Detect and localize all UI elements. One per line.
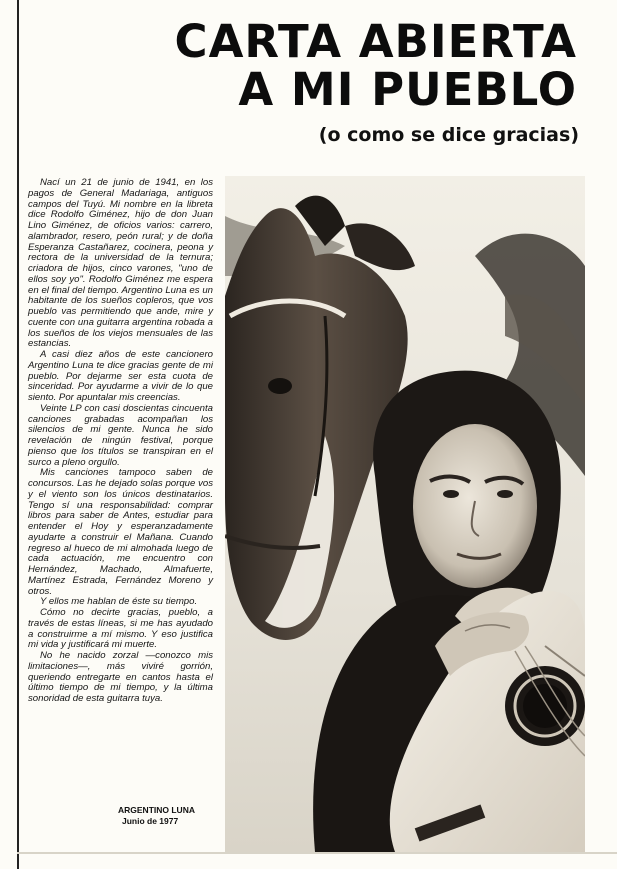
left-border-rule [17, 0, 19, 869]
paragraph-3: Veinte LP con casi doscientas cincuenta canciones grabadas acompañan los silencios de mi gente. Nunca he sido revelación de ningún festival, porque pienso que los títulos se transpiran en el surco a pleno orgullo. [28, 402, 213, 468]
signature-date: Junio de 1977 [122, 816, 179, 826]
paragraph-2: A casi diez años de este cancionero Argentino Luna te dice gracias gente de mi pueblo. Por dejarme ser esta cuota de sinceridad. Por ayudarme a vivir de lo que siento. Por apuntalar mis creencias. [28, 349, 213, 403]
title-line-2: A MI PUEBLO [238, 63, 577, 116]
article-subtitle: (o como se dice gracias) [318, 124, 579, 146]
paragraph-4: Mis canciones tampoco saben de concursos. Las he dejado solas porque vos y el viento son los únicos destinatarios. Tengo sí una responsabilidad: comprar libros para saber de Antes, estudiar para entender el Hoy y esperanzadamente ayudarte a construir el Mañana. Cuando regreso al hueco de mi almohada luego de cada actuación, me encuentro con Hernández, Machado, Almafuerte, Martínez Estrada, Fernández Moreno y otros. [28, 467, 213, 597]
paragraph-1: Nací un 21 de junio de 1941, en los pagos de General Madariaga, antiguos campos del Tuyú. Mi nombre en la libreta dice Rodolfo Giménez, hijo de don Juan Lino Giménez, de oficios varios: carrero, alambrador, resero, peón rural; y de doña Esperanza Castañarez, cocinera, peona y rectora de la universidad de la ternura; criadora de hijos, cinco varones, "uno de ellos soy yo". Rodolfo Giménez me espera en el final del tiempo. Argentino Luna es un habitante de los sueños copleros, que vos pueblo vas permitiendo que ande, mire y cuente con una guitarra argentina robada a los sueños de los viejos mensuales de las estancias. [28, 177, 213, 350]
bottom-edge [17, 852, 617, 854]
title-line-1: CARTA ABIERTA [174, 15, 577, 68]
paragraph-7: No he nacido zorzal —conozco mis limitaciones—, más viviré gorrión, queriendo entregarte en cantos hasta el último tiempo de mi tiempo, y la última sonoridad de esta guitarra tuya. [28, 650, 213, 704]
paragraph-5: Y ellos me hablan de éste su tiempo. [40, 596, 198, 608]
paragraph-6: Cómo no decirte gracias, pueblo, a través de estas líneas, si me has ayudado a construirme a mí mismo. Y eso justifica mi vida y justificará mi muerte. [28, 607, 213, 651]
article-title [174, 15, 577, 116]
article-body [28, 178, 213, 705]
portrait-photo-illustration [225, 176, 585, 852]
signature-block [118, 805, 218, 827]
portrait-photo [225, 176, 585, 852]
signature-name: ARGENTINO LUNA [118, 805, 195, 815]
